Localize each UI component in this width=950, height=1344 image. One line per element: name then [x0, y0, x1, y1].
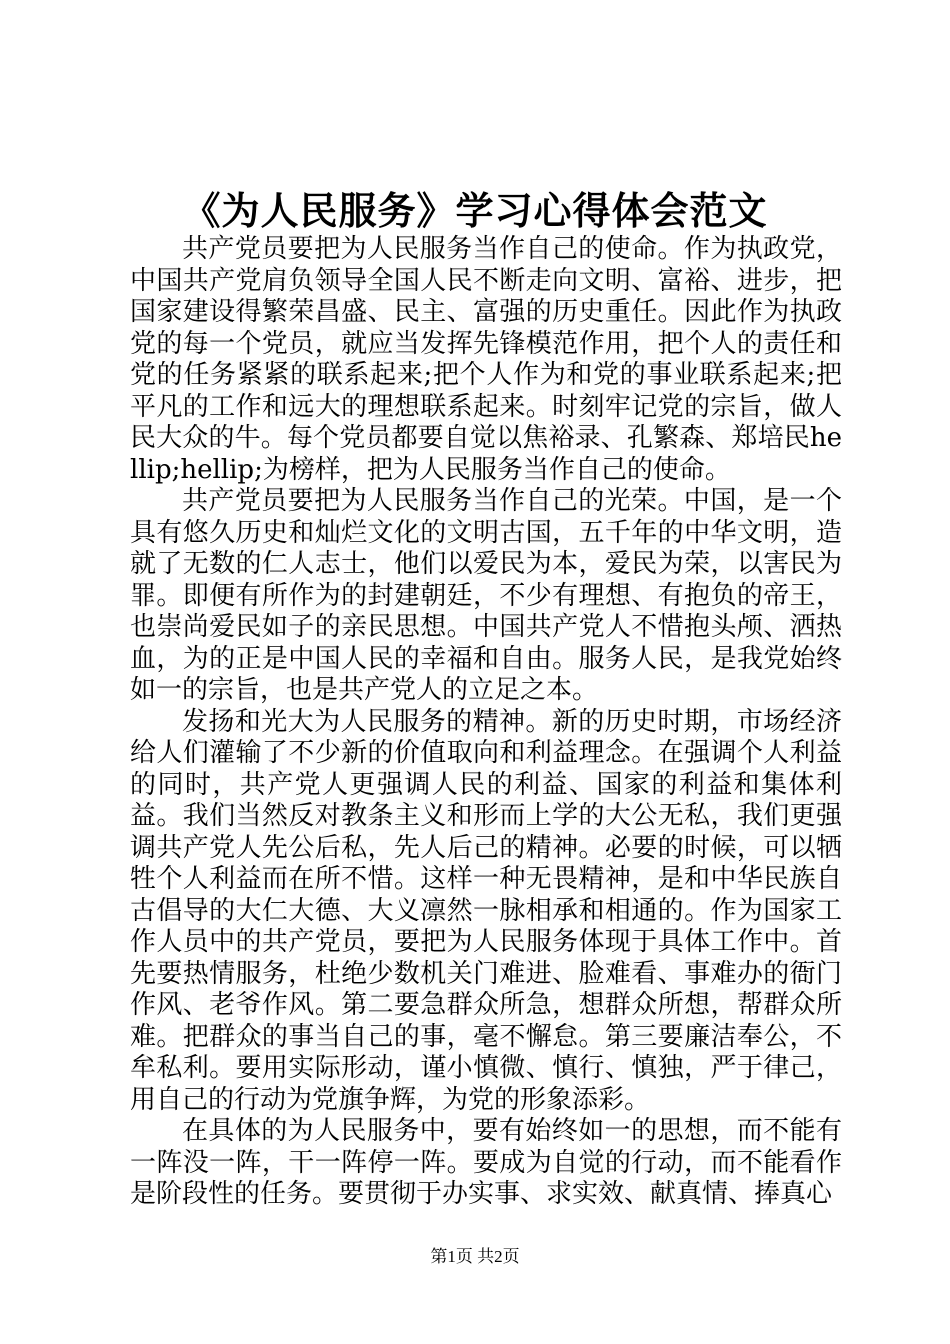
paragraph-1: 共产党员要把为人民服务当作自己的使命。作为执政党，中国共产党肩负领导全国人民不断走向文明、富裕、进步，把国家建设得繁荣昌盛、民主、富强的历史重任。因此作为执政党的每一个党员，就应当发挥先锋模范作用，把个人的责任和党的任务紧紧的联系起来;把个人作为和党的事业联系起来;把平凡的工作和远大的理想联系起来。时刻牢记党的宗旨，做人民大众的牛。每个党员都要自觉以焦裕录、孔繁森、郑培民hellip;hellip;为榜样，把为人民服务当作自己的使命。: [130, 234, 842, 485]
paragraph-3: 发扬和光大为人民服务的精神。新的历史时期，市场经济给人们灌输了不少新的价值取向和利益理念。在强调个人利益的同时，共产党人更强调人民的利益、国家的利益和集体利益。我们当然反对教条主义和形而上学的大公无私，我们更强调共产党人先公后私，先人后己的精神。必要的时候，可以牺牲个人利益而在所不惜。这样一种无畏精神，是和中华民族自古倡导的大仁大德、大义凛然一脉相承和相通的。作为国家工作人员中的共产党员，要把为人民服务体现于具体工作中。首先要热情服务，杜绝少数机关门难进、脸难看、事难办的衙门作风、老爷作风。第二要急群众所急，想群众所想，帮群众所难。把群众的事当自己的事，毫不懈怠。第三要廉洁奉公，不牟私利。要用实际形动，谨小慎微、慎行、慎独，严于律己，用自己的行动为党旗争辉，为党的形象添彩。: [130, 706, 842, 1115]
document-body: [130, 234, 842, 1211]
paragraph-2: 共产党员要把为人民服务当作自己的光荣。中国，是一个具有悠久历史和灿烂文化的文明古国，五千年的中华文明，造就了无数的仁人志士，他们以爱民为本，爱民为荣，以害民为罪。即便有所作为的封建朝廷，不少有理想、有抱负的帝王，也崇尚爱民如子的亲民思想。中国共产党人不惜抱头颅、洒热血，为的正是中国人民的幸福和自由。服务人民，是我党始终如一的宗旨，也是共产党人的立足之本。: [130, 486, 842, 705]
page-number-footer: 第1页 共2页: [430, 1247, 520, 1266]
document-title: 《为人民服务》学习心得体会范文: [182, 188, 768, 233]
paragraph-4: 在具体的为人民服务中，要有始终如一的思想，而不能有一阵没一阵，干一阵停一阵。要成为自觉的行动，而不能看作是阶段性的任务。要贯彻于办实事、求实效、献真情、捧真心: [130, 1116, 842, 1209]
